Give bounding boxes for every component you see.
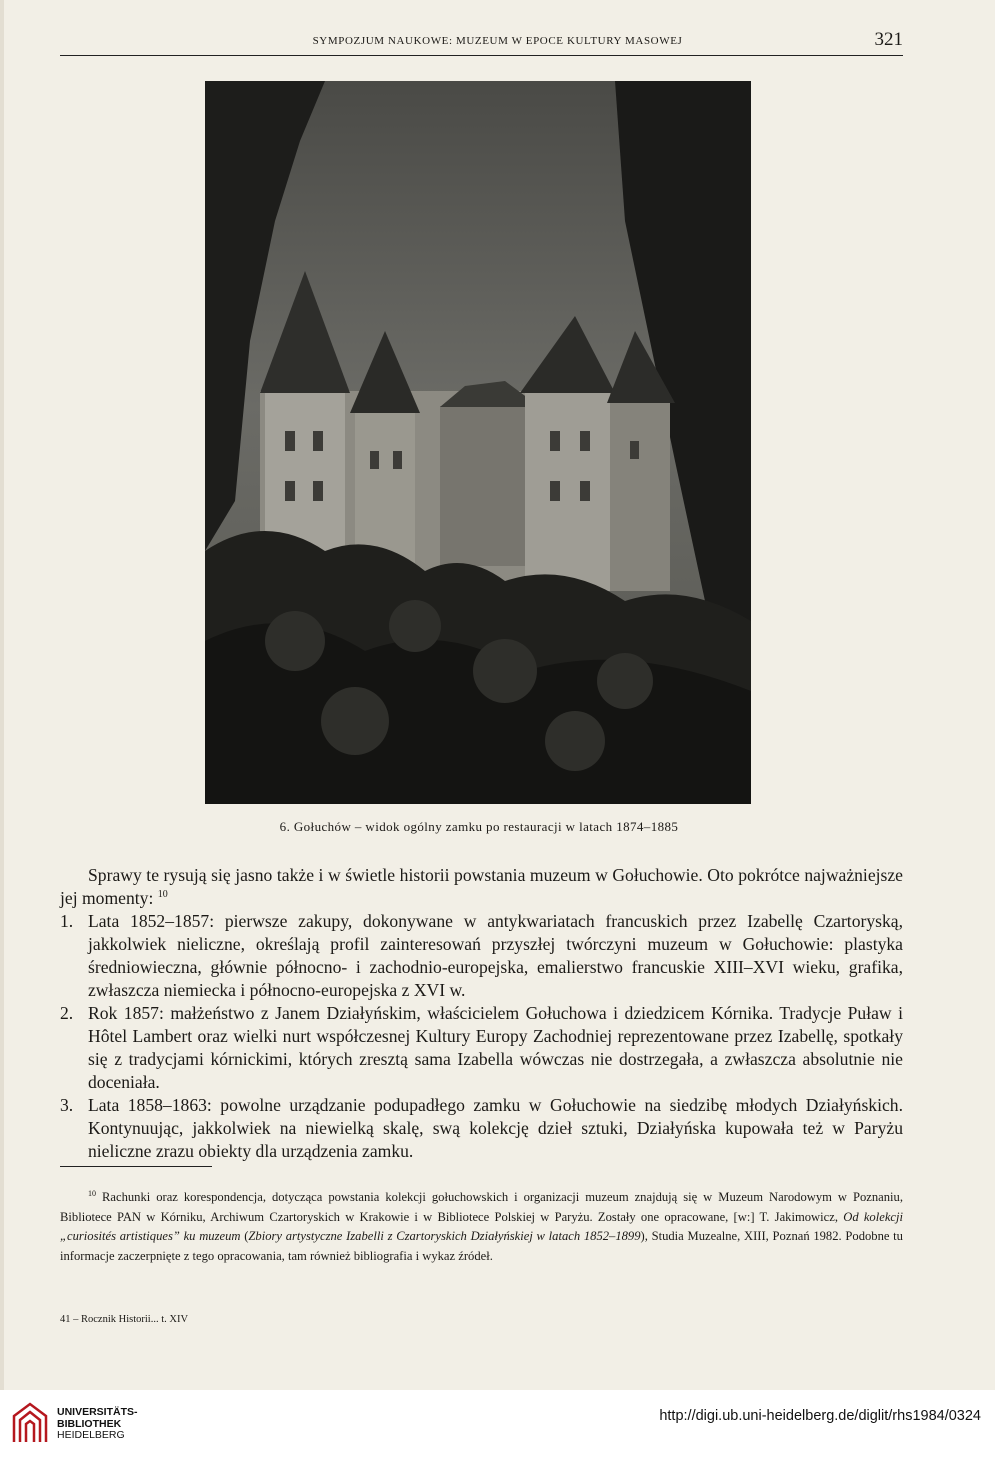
footnote-rule	[60, 1166, 212, 1167]
castle-photo-illustration	[205, 81, 751, 804]
list-item	[60, 1002, 903, 1094]
list-item-text: Rok 1857: małżeństwo z Janem Działyńskim, właścicielem Gołuchowa i dziedzicem Kórnika. Tradycje Puław i Hôtel Lambert oraz wielki nurt współczesnej Kultury Europy Zachodniej reprezentowane przez Izabellę, spotkały się z tradycjami kórnickimi, których zresztą sama Izabella wówczas nie dostrzegała, a zwłaszcza absolutnie nie doceniała.	[88, 1003, 903, 1092]
source-url-link[interactable]: http://digi.ub.uni-heidelberg.de/diglit/rhs1984/0324	[659, 1408, 981, 1424]
list-item	[60, 910, 903, 1002]
viewer-bottom-bar	[0, 1390, 995, 1463]
footnote	[60, 1188, 903, 1266]
page-edge	[0, 0, 4, 1390]
list-item-number: 2.	[60, 1003, 74, 1023]
footnote-reference: 10	[157, 889, 168, 901]
main-text	[60, 864, 903, 1163]
footnote-subtitle-italic: Zbiory artystyczne Izabelli z Czartoryskich Działyńskiej w latach 1852–1899	[248, 1229, 641, 1243]
library-name-line: BIBLIOTHEK	[57, 1417, 122, 1430]
castle-photograph	[205, 81, 751, 804]
list-item-number: 3.	[60, 1095, 74, 1115]
figure-caption: 6. Gołuchów – widok ogólny zamku po restauracji w latach 1874–1885	[279, 819, 679, 834]
running-title: SYMPOZJUM NAUKOWE: MUZEUM W EPOCE KULTURY MASOWEJ	[312, 35, 683, 47]
library-name-line: UNIVERSITÄTS-	[57, 1406, 138, 1418]
library-logo-icon	[10, 1402, 50, 1446]
list-item-text: Lata 1852–1857: pierwsze zakupy, dokonywane w antykwariatach francuskich przez Izabellę Czartoryską, jakkolwiek nieliczne, określają profil zainteresowań przyszłej twórczyni muzeum w Gołuchowie: plastyka średniowieczna, głównie północno- i zachodnio-europejska, emalierstwo francuskie XIII–XVI wieku, grafika, zwłaszcza niemiecka i północno-europejska z XVI w.	[88, 911, 903, 1000]
library-name	[57, 1407, 138, 1442]
printer-signature: 41 – Rocznik Historii... t. XIV	[60, 1314, 189, 1325]
footnote-text-part: ), Studia Muzealne, XIII, Poznań 1982. Podobne tu informacje zaczerpnięte z tego opracowania, tam również bibliografia i wykaz źródeł.	[60, 1229, 903, 1263]
footnote-text-part: Rachunki oraz korespondencja, dotycząca powstania kolekcji gołuchowskich i organizacji muzeum znajdują się w Muzeum Narodowym w Poznaniu, Bibliotece PAN w Kórniku, Archiwum Czartoryskich w Krakowie i w Bibliotece Polskiej w Paryżu. Zostały one opracowane, [w:] T. Jakimowicz,	[60, 1190, 903, 1224]
library-name-line: HEIDELBERG	[57, 1429, 125, 1441]
list-item-text: Lata 1858–1863: powolne urządzanie podupadłego zamku w Gołuchowie na siedzibę młodych Działyńskich. Kontynuując, jakkolwiek na niewielką skalę, swą kolekcję dzieł sztuki, Działyńska kupowała też w Paryżu nieliczne zrazu obiekty dla urządzenia zamku.	[88, 1095, 903, 1161]
footnote-title-italic: Od kolekcji „curiosités artistiques” ku muzeum	[60, 1209, 903, 1243]
list-item-number: 1.	[60, 911, 74, 931]
footnote-text-part: (	[244, 1229, 249, 1243]
intro-paragraph	[60, 864, 903, 910]
list-item	[60, 1094, 903, 1163]
intro-text: Sprawy te rysują się jasno także i w świetle historii powstania muzeum w Gołuchowie. Oto pokrótce najważniejsze jej momenty:	[60, 865, 903, 908]
page-number: 321	[874, 29, 903, 50]
header-rule	[60, 55, 903, 56]
footnote-mark: 10	[88, 1188, 96, 1198]
